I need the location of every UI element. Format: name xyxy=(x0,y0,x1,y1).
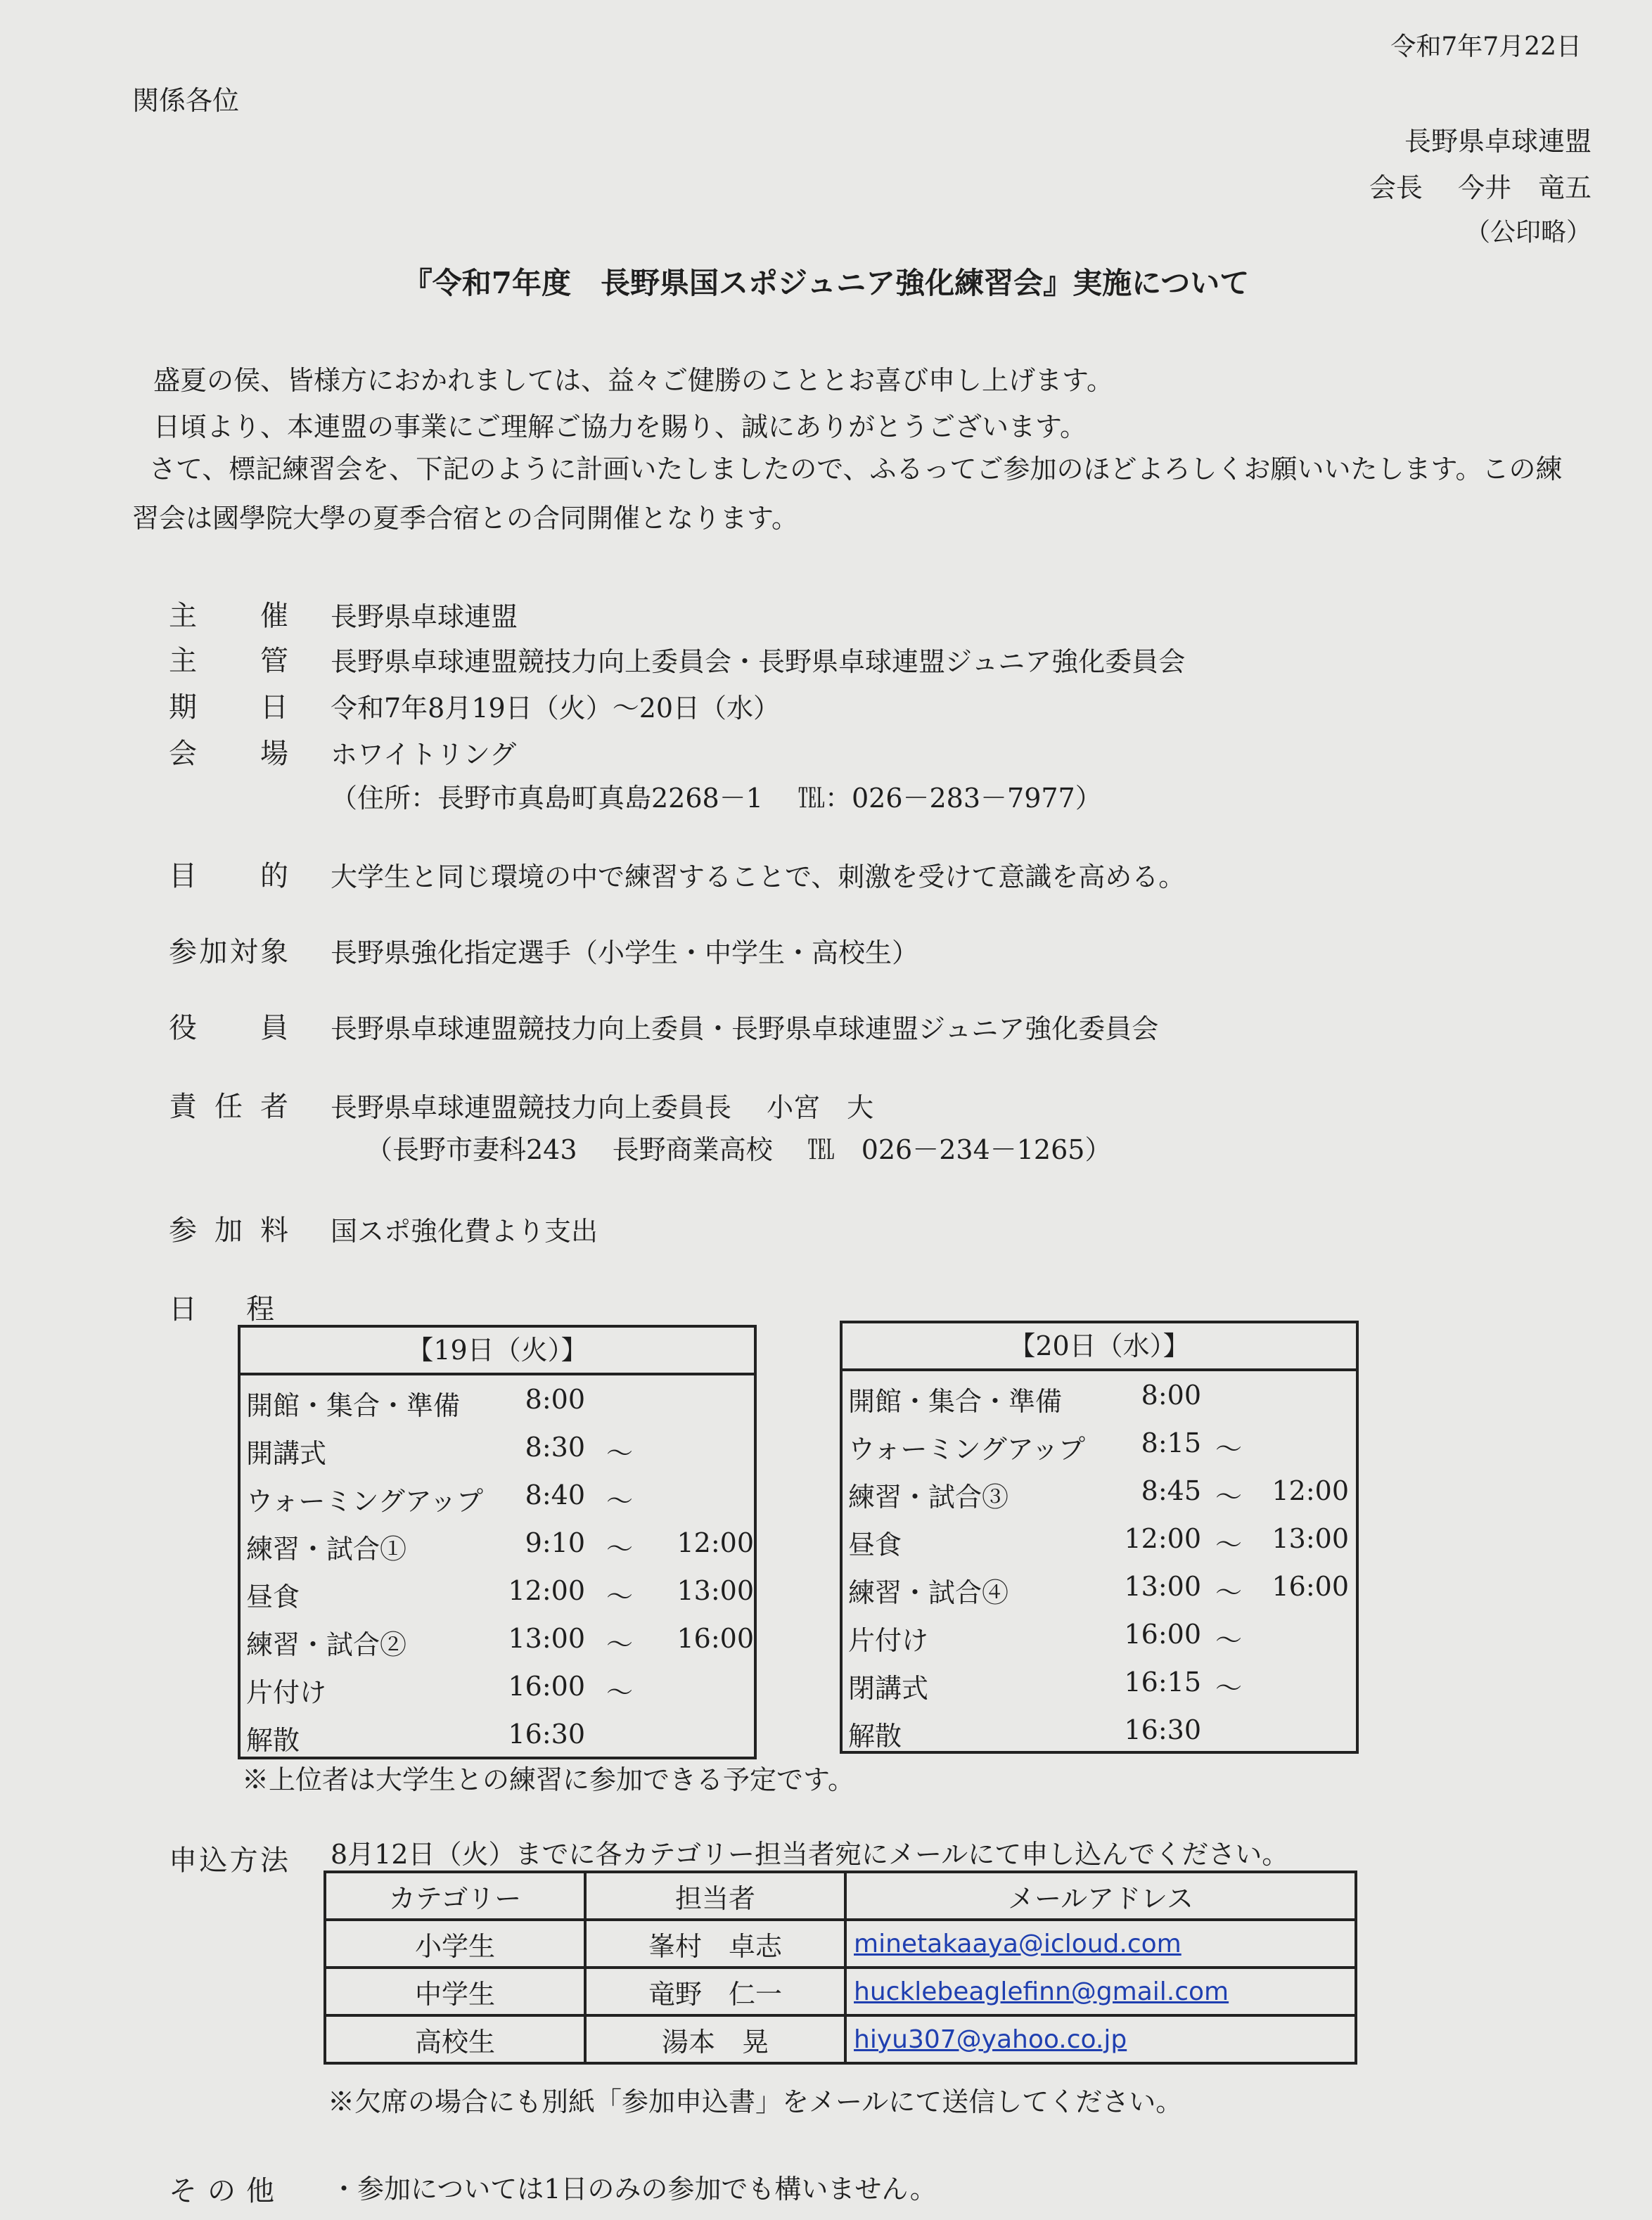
manager-value: 長野県卓球連盟競技力向上委員会・長野県卓球連盟ジュニア強化委員会 xyxy=(331,646,1186,677)
organizer-label: 主催 xyxy=(169,600,288,632)
day1-row xyxy=(241,1423,754,1471)
schedule-label: 日程 xyxy=(169,1293,274,1326)
day1-row xyxy=(241,1375,754,1423)
schedule-day2-box xyxy=(840,1321,1359,1754)
day1-item: 開講式 xyxy=(246,1438,327,1469)
day2-start: 13:00 xyxy=(1124,1571,1201,1602)
table-row xyxy=(325,2015,1356,2063)
day1-start: 8:00 xyxy=(525,1384,585,1415)
header-email: メールアドレス xyxy=(845,1872,1356,1920)
day1-start: 8:40 xyxy=(525,1480,585,1510)
day2-start: 8:45 xyxy=(1141,1475,1201,1506)
day1-row xyxy=(241,1471,754,1519)
day2-end: 12:00 xyxy=(1272,1475,1349,1506)
issue-date: 令和7年7月22日 xyxy=(1390,32,1582,61)
greeting-line-3: さて、標記練習会を、下記のように計画いたしましたので、ふるってご参加のほどよろしくお願いいたします。この練 xyxy=(149,454,1563,485)
schedule-day2-rows xyxy=(843,1371,1356,1754)
application-text: 8月12日（火）までに各カテゴリー担当者宛にメールにて申し込んでください。 xyxy=(331,1839,1289,1870)
staff-value: 長野県卓球連盟競技力向上委員・長野県卓球連盟ジュニア強化委員会 xyxy=(331,1013,1159,1044)
organizer-value: 長野県卓球連盟 xyxy=(331,601,518,632)
day2-end: 13:00 xyxy=(1272,1523,1349,1554)
day2-start: 16:30 xyxy=(1124,1714,1201,1745)
row-email-link[interactable]: minetakaaya@icloud.com xyxy=(845,1920,1356,1968)
greeting-line-1: 盛夏の侯、皆様方におかれましては、益々ご健勝のこととお喜び申し上げます。 xyxy=(153,365,1113,396)
fee-value: 国スポ強化費より支出 xyxy=(331,1216,598,1247)
day2-row xyxy=(843,1706,1356,1754)
day1-tilde: ～ xyxy=(606,1438,634,1469)
row-person: 湯本 晃 xyxy=(585,2015,845,2063)
day1-end: 16:00 xyxy=(677,1623,754,1654)
day1-start: 13:00 xyxy=(508,1623,585,1654)
day1-row xyxy=(241,1567,754,1615)
day2-item: 片付け xyxy=(848,1625,929,1656)
fee-label: 参加料 xyxy=(169,1214,288,1247)
target-label: 参加対象 xyxy=(169,936,288,968)
day2-item: 昼食 xyxy=(848,1529,902,1560)
greeting-line-4: 習会は國學院大學の夏季合宿との合同開催となります。 xyxy=(132,503,798,534)
schedule-note: ※上位者は大学生との練習に参加できる予定です。 xyxy=(242,1764,854,1795)
day1-row xyxy=(241,1662,754,1710)
day1-item: ウォーミングアップ xyxy=(246,1486,484,1517)
schedule-day1-box xyxy=(238,1325,757,1759)
header-person: 担当者 xyxy=(585,1872,845,1920)
day1-item: 片付け xyxy=(246,1677,327,1708)
other-label: その他 xyxy=(169,2175,274,2207)
responsible-value: 長野県卓球連盟競技力向上委員長 小宮 大 xyxy=(331,1092,874,1123)
purpose-label: 目的 xyxy=(169,860,288,892)
date-value: 令和7年8月19日（火）～20日（水） xyxy=(331,693,781,724)
day1-start: 16:00 xyxy=(508,1671,585,1702)
addressee: 関係各位 xyxy=(132,85,240,116)
day1-item: 練習・試合① xyxy=(246,1534,407,1565)
venue-value: ホワイトリング xyxy=(331,739,517,770)
schedule-day1-title: 【19日（火）】 xyxy=(241,1328,754,1375)
target-value: 長野県強化指定選手（小学生・中学生・高校生） xyxy=(331,937,919,968)
other-item-1: ・参加については1日のみの参加でも構いません。 xyxy=(331,2174,937,2205)
day2-start: 12:00 xyxy=(1124,1523,1201,1554)
purpose-value: 大学生と同じ環境の中で練習することで、刺激を受けて意識を高める。 xyxy=(331,861,1186,892)
row-email-link[interactable]: hiyu307@yahoo.co.jp xyxy=(845,2015,1356,2063)
application-note: ※欠席の場合にも別紙「参加申込書」をメールにて送信してください。 xyxy=(328,2086,1183,2117)
day2-item: 練習・試合④ xyxy=(848,1577,1009,1608)
day2-tilde: ～ xyxy=(1215,1577,1243,1608)
day2-row xyxy=(843,1610,1356,1658)
sender-organization: 長野県卓球連盟 xyxy=(1404,126,1592,157)
day1-row xyxy=(241,1615,754,1662)
manager-label: 主管 xyxy=(169,645,288,677)
row-category: 中学生 xyxy=(325,1968,585,2015)
day1-item: 解散 xyxy=(246,1725,300,1756)
table-header-row xyxy=(325,1872,1356,1920)
day2-tilde: ～ xyxy=(1215,1529,1243,1560)
day1-tilde: ～ xyxy=(606,1581,634,1612)
seal-omitted-note: （公印略） xyxy=(1464,218,1592,247)
responsible-address: （長野市妻科243 長野商業高校 ℡ 026－234－1265） xyxy=(366,1134,1112,1165)
sender-president: 会長 今井 竜五 xyxy=(1369,172,1592,203)
day2-row xyxy=(843,1419,1356,1467)
application-table xyxy=(324,1871,1357,2065)
row-category: 小学生 xyxy=(325,1920,585,1968)
day2-start: 16:15 xyxy=(1124,1667,1201,1698)
day1-item: 練習・試合② xyxy=(246,1629,407,1660)
day2-start: 8:00 xyxy=(1141,1380,1201,1411)
day2-tilde: ～ xyxy=(1215,1625,1243,1656)
table-row xyxy=(325,1968,1356,2015)
header-category: カテゴリー xyxy=(325,1872,585,1920)
day2-row xyxy=(843,1371,1356,1419)
day1-start: 8:30 xyxy=(525,1432,585,1463)
day2-item: 練習・試合③ xyxy=(848,1482,1009,1513)
day2-start: 16:00 xyxy=(1124,1619,1201,1650)
day2-row xyxy=(843,1515,1356,1563)
day1-start: 9:10 xyxy=(525,1527,585,1558)
venue-label: 会場 xyxy=(169,738,288,770)
day1-item: 開館・集合・準備 xyxy=(246,1390,461,1421)
day1-row xyxy=(241,1710,754,1758)
day2-end: 16:00 xyxy=(1272,1571,1349,1602)
row-email-link[interactable]: hucklebeaglefinn@gmail.com xyxy=(845,1968,1356,2015)
staff-label: 役員 xyxy=(169,1012,288,1044)
day1-tilde: ～ xyxy=(606,1534,634,1565)
day2-item: 開館・集合・準備 xyxy=(848,1386,1063,1417)
day1-tilde: ～ xyxy=(606,1486,634,1517)
day1-end: 12:00 xyxy=(677,1527,754,1558)
day1-start: 16:30 xyxy=(508,1719,585,1750)
day2-item: ウォーミングアップ xyxy=(848,1434,1086,1465)
day2-row xyxy=(843,1563,1356,1610)
day2-tilde: ～ xyxy=(1215,1482,1243,1513)
day2-start: 8:15 xyxy=(1141,1427,1201,1458)
responsible-label: 責任者 xyxy=(169,1091,288,1123)
application-label: 申込方法 xyxy=(169,1844,288,1877)
day2-row xyxy=(843,1467,1356,1515)
day1-tilde: ～ xyxy=(606,1677,634,1708)
day1-row xyxy=(241,1519,754,1567)
schedule-day1-rows xyxy=(241,1375,754,1758)
day2-tilde: ～ xyxy=(1215,1673,1243,1704)
venue-address: （住所：長野市真島町真島2268－1 ℡：026－283－7977） xyxy=(331,783,1102,814)
table-row xyxy=(325,1920,1356,1968)
row-category: 高校生 xyxy=(325,2015,585,2063)
document-title: 『令和7年度 長野県国スポジュニア強化練習会』実施について xyxy=(402,266,1250,300)
day2-item: 解散 xyxy=(848,1721,902,1752)
schedule-day2-title: 【20日（水）】 xyxy=(843,1323,1356,1371)
day1-start: 12:00 xyxy=(508,1575,585,1606)
row-person: 竜野 仁一 xyxy=(585,1968,845,2015)
day1-end: 13:00 xyxy=(677,1575,754,1606)
day1-tilde: ～ xyxy=(606,1629,634,1660)
day1-item: 昼食 xyxy=(246,1581,300,1612)
date-label: 期日 xyxy=(169,691,288,724)
day2-tilde: ～ xyxy=(1215,1434,1243,1465)
day2-item: 閉講式 xyxy=(848,1673,929,1704)
row-person: 峯村 卓志 xyxy=(585,1920,845,1968)
greeting-line-2: 日頃より、本連盟の事業にご理解ご協力を賜り、誠にありがとうございます。 xyxy=(153,411,1087,442)
day2-row xyxy=(843,1658,1356,1706)
